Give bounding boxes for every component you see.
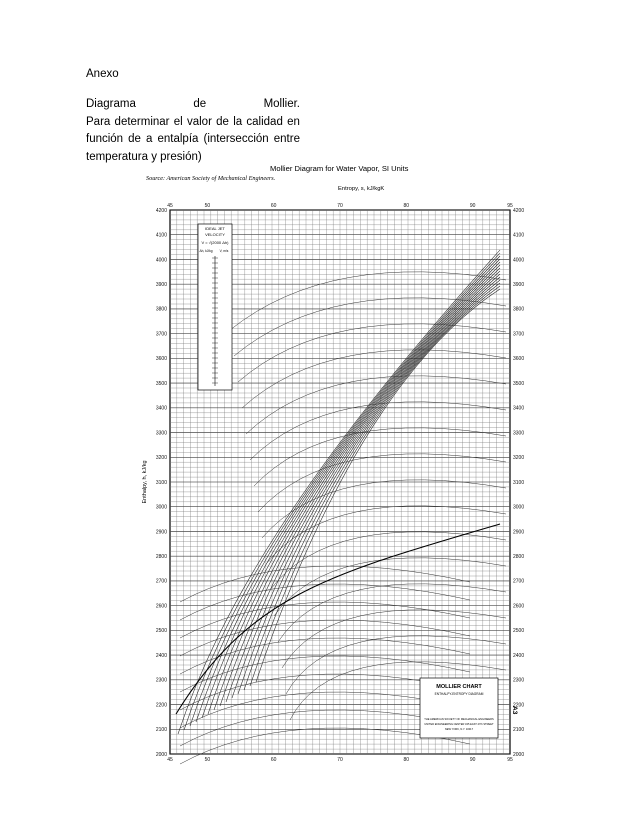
word: de xyxy=(128,133,141,145)
y-tick-label-left: 2000 xyxy=(155,751,167,758)
y-tick-label-left: 3700 xyxy=(155,331,167,338)
jet-box-col2: V, m/s xyxy=(219,249,229,253)
y-tick-label-left: 4000 xyxy=(155,257,167,264)
y-tick-label-right: 2300 xyxy=(513,677,525,684)
jet-box-text: IDEAL JET xyxy=(205,226,225,231)
x-tick-label-top: 90 xyxy=(469,203,476,209)
figure-source: Source: American Society of Mechanical Engineers. xyxy=(146,175,276,182)
x-tick-label-top: 45 xyxy=(167,203,173,209)
y-tick-label-left: 3300 xyxy=(155,430,167,437)
intro-line-3 xyxy=(86,131,300,149)
y-tick-label-left: 2900 xyxy=(155,529,167,536)
y-tick-label-left: 2500 xyxy=(155,628,167,635)
chart-box-text: ENTHALPY-ENTROPY DIAGRAM xyxy=(434,692,484,696)
y-tick-label-left: 2400 xyxy=(155,652,167,659)
word: de xyxy=(193,98,207,110)
y-tick-label-right: 3500 xyxy=(513,380,525,387)
word: de xyxy=(216,115,229,128)
jet-box-text: V = √(2000 Δh) xyxy=(201,240,229,245)
x-tick-label-bottom: 80 xyxy=(403,757,410,763)
y-tick-label-left: 3800 xyxy=(155,306,167,313)
y-tick-label-left: 4200 xyxy=(155,207,167,214)
word: Diagrama xyxy=(86,98,136,110)
word: la xyxy=(233,115,243,128)
y-tick-label-right: 3900 xyxy=(513,281,525,288)
word: entalpía xyxy=(157,133,199,145)
word: función xyxy=(86,133,124,145)
y-tick-label-left: 2600 xyxy=(155,603,167,610)
x-tick-label-top: 70 xyxy=(337,203,343,209)
figure-x-label: Entropy, s, kJ/kgK xyxy=(338,186,385,192)
y-tick-label-left: 2700 xyxy=(155,578,167,585)
y-tick-label-right: 2900 xyxy=(513,529,525,536)
y-tick-label-right: 3400 xyxy=(513,405,525,412)
y-tick-label-right: 2200 xyxy=(513,702,525,709)
figure-side-label: A3 xyxy=(511,706,518,715)
y-tick-label-right: 3600 xyxy=(513,356,525,363)
word: calidad xyxy=(246,115,283,128)
word: a xyxy=(146,133,153,145)
y-tick-label-left: 3100 xyxy=(155,479,167,486)
page-heading: Anexo xyxy=(86,68,119,80)
y-tick-label-right: 4100 xyxy=(513,232,525,239)
intro-paragraph xyxy=(86,96,300,166)
y-tick-label-right: 3000 xyxy=(513,504,525,511)
y-tick-label-left: 4100 xyxy=(155,232,167,239)
y-tick-label-right: 2600 xyxy=(513,603,525,610)
y-tick-label-right: 4200 xyxy=(513,207,525,214)
y-tick-label-left: 2800 xyxy=(155,553,167,560)
intro-line-1 xyxy=(86,96,300,114)
mollier-figure xyxy=(140,158,530,768)
y-tick-label-left: 3400 xyxy=(155,405,167,412)
x-tick-label-bottom: 70 xyxy=(337,757,343,763)
jet-box-text: VELOCITY xyxy=(205,232,225,237)
y-tick-label-left: 3600 xyxy=(155,356,167,363)
figure-title: Mollier Diagram for Water Vapor, SI Units xyxy=(270,164,409,173)
y-axis-label: Enthalpy, h, kJ/kg xyxy=(142,460,148,504)
y-tick-label-left: 3900 xyxy=(155,281,167,288)
y-tick-label-right: 2000 xyxy=(513,751,525,758)
y-tick-label-left: 2300 xyxy=(155,677,167,684)
y-tick-label-right: 2500 xyxy=(513,628,525,635)
chart-box-text: UNITED ENGINEERING CENTER 345 EAST 47th STREET xyxy=(424,723,494,726)
y-tick-label-right: 2800 xyxy=(513,553,525,560)
word: (intersección xyxy=(203,133,269,145)
word: determinar xyxy=(114,115,170,128)
chart-box-text: THE AMERICAN SOCIETY OF MECHANICAL ENGINEERS xyxy=(424,718,494,721)
x-tick-label-bottom: 60 xyxy=(270,757,277,763)
y-tick-label-right: 2100 xyxy=(513,727,525,734)
x-tick-label-bottom: 50 xyxy=(204,757,211,763)
jet-box-col1: Δh, kJ/kg xyxy=(199,249,213,253)
x-tick-label-bottom: 45 xyxy=(167,757,173,763)
x-tick-label-bottom: 90 xyxy=(469,757,476,763)
word: entre xyxy=(273,133,300,145)
y-tick-label-right: 3200 xyxy=(513,455,525,462)
x-tick-label-top: 95 xyxy=(507,203,513,209)
y-tick-label-right: 3800 xyxy=(513,306,525,313)
y-tick-label-left: 3200 xyxy=(155,455,167,462)
word: Mollier. xyxy=(263,98,300,110)
mollier-chart xyxy=(140,158,530,768)
x-tick-label-top: 50 xyxy=(204,203,211,209)
y-tick-label-right: 2700 xyxy=(513,578,525,585)
intro-line-2 xyxy=(86,114,300,132)
y-tick-label-right: 3700 xyxy=(513,331,525,338)
x-tick-label-top: 60 xyxy=(270,203,277,209)
word: valor xyxy=(186,115,212,128)
x-tick-label-bottom: 95 xyxy=(507,757,513,763)
word: el xyxy=(173,115,183,128)
y-tick-label-right: 2400 xyxy=(513,652,525,659)
chart-box-text: NEW YORK, N.Y. 10017 xyxy=(444,728,474,731)
y-tick-label-right: 3100 xyxy=(513,479,525,486)
intro-line-4: temperatura y presión) xyxy=(86,150,202,163)
y-tick-label-left: 2200 xyxy=(155,702,167,709)
x-tick-label-top: 80 xyxy=(403,203,410,209)
y-tick-label-right: 4000 xyxy=(513,257,525,264)
y-tick-label-left: 3500 xyxy=(155,380,167,387)
chart-box-text: MOLLIER CHART xyxy=(436,684,482,690)
y-tick-label-left: 3000 xyxy=(155,504,167,511)
y-tick-label-left: 2100 xyxy=(155,727,167,734)
word: en xyxy=(287,115,300,128)
word: Para xyxy=(86,115,111,128)
y-tick-label-right: 3300 xyxy=(513,430,525,437)
